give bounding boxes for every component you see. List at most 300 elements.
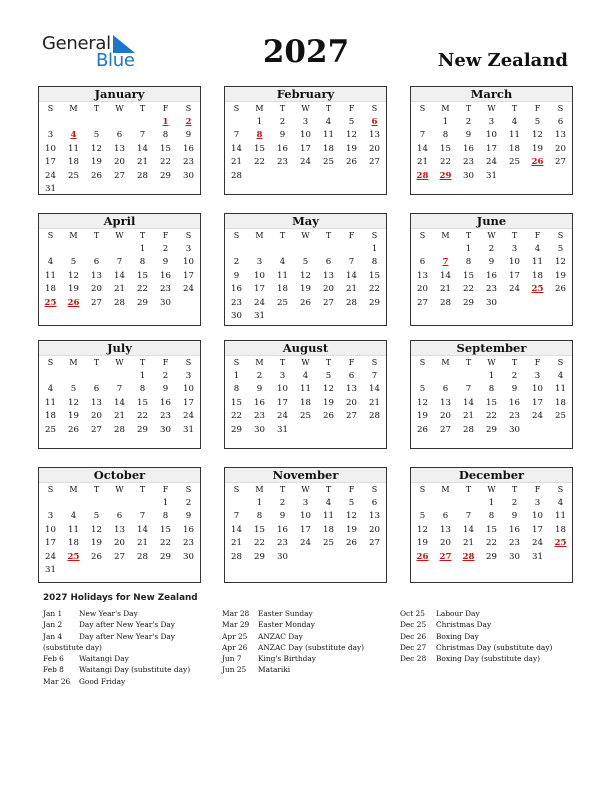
week-row xyxy=(225,410,386,424)
day-cell: 12 xyxy=(91,524,102,535)
day-cell: 7 xyxy=(465,384,472,394)
day-cell: 8 xyxy=(465,257,472,267)
day-cell: 12 xyxy=(532,130,543,140)
day-cell: 29 xyxy=(231,424,242,435)
day-cell xyxy=(457,370,480,384)
day-cell: 6 xyxy=(419,257,426,267)
day-cell: 6 xyxy=(442,384,449,394)
week-row xyxy=(39,129,200,143)
week-row xyxy=(225,370,386,384)
day-cell: 22 xyxy=(254,538,265,548)
day-cell xyxy=(411,116,434,130)
day-cell: 14 xyxy=(346,270,357,281)
day-cell: 28 xyxy=(114,424,125,435)
day-cell: 29 xyxy=(137,424,148,435)
day-cell: 27 xyxy=(91,424,102,435)
week-row xyxy=(225,283,386,297)
week-row xyxy=(39,256,200,270)
weekday-header: T xyxy=(139,231,146,240)
day-cell: 25 xyxy=(45,424,56,435)
day-cell: 17 xyxy=(509,270,520,281)
day-cell xyxy=(411,370,434,384)
day-cell: 5 xyxy=(557,243,564,254)
day-cell: 26 xyxy=(300,297,311,308)
holiday-date: Apr 25 xyxy=(222,631,248,641)
holiday-date: Feb 6 xyxy=(43,654,64,664)
day-cell xyxy=(108,564,131,578)
day-cell: 18 xyxy=(323,524,334,535)
logo-general-text: General xyxy=(42,33,111,54)
holiday-name: Labour Day xyxy=(436,609,480,618)
day-cell: 13 xyxy=(369,511,380,521)
day-cell: 28 xyxy=(440,297,451,308)
day-cell: 18 xyxy=(68,538,79,548)
day-cell: 28 xyxy=(346,297,357,308)
day-cell: 5 xyxy=(419,384,426,394)
week-row xyxy=(225,424,386,438)
day-cell: 1 xyxy=(371,243,378,254)
day-cell: 9 xyxy=(465,130,472,140)
weekday-header: T xyxy=(279,104,286,113)
day-cell xyxy=(85,370,108,384)
day-cell: 26 xyxy=(68,424,79,435)
day-cell: 27 xyxy=(114,170,125,181)
holiday-entry xyxy=(43,631,190,642)
day-cell: 4 xyxy=(325,497,332,508)
weekday-header: F xyxy=(348,231,355,240)
day-cell: 31 xyxy=(254,311,265,321)
day-cell: 30 xyxy=(183,551,194,562)
day-cell: 15 xyxy=(254,524,265,535)
week-row xyxy=(39,156,200,170)
weekday-header: F xyxy=(348,104,355,113)
day-cell: 3 xyxy=(185,370,192,381)
day-cell xyxy=(549,424,572,438)
day-cell xyxy=(108,183,131,197)
day-cell: 19 xyxy=(555,270,566,281)
month-title: February xyxy=(225,87,386,102)
day-cell: 28 xyxy=(369,411,380,421)
weekday-header: W xyxy=(487,358,496,367)
day-cell: 11 xyxy=(68,143,79,154)
day-cell: 14 xyxy=(231,524,242,535)
week-row xyxy=(411,170,572,184)
day-cell: 13 xyxy=(369,130,380,140)
day-cell: 3 xyxy=(534,370,541,381)
weekday-header: W xyxy=(301,231,310,240)
weekday-header-row xyxy=(39,483,200,497)
day-cell: 27 xyxy=(369,157,380,167)
day-cell xyxy=(85,497,108,511)
day-cell: 11 xyxy=(509,130,520,140)
weekday-header: T xyxy=(325,231,332,240)
day-cell: 30 xyxy=(160,424,171,435)
holiday-date: Dec 25 xyxy=(400,620,427,630)
day-cell: 18 xyxy=(555,524,566,535)
day-cell: 30 xyxy=(509,551,520,562)
week-row xyxy=(411,424,572,438)
holiday-entry xyxy=(222,608,364,619)
day-cell: 30 xyxy=(231,311,242,321)
day-cell: 16 xyxy=(183,524,194,535)
holiday-entry xyxy=(222,642,364,653)
day-cell: 21 xyxy=(137,538,148,548)
day-cell: 13 xyxy=(440,524,451,535)
day-cell: 2 xyxy=(488,243,495,254)
day-cell xyxy=(340,551,363,565)
day-cell: 18 xyxy=(277,284,288,294)
day-cell: 21 xyxy=(114,411,125,421)
day-cell: 7 xyxy=(233,511,240,521)
day-cell: 17 xyxy=(254,284,265,294)
week-row xyxy=(39,183,200,197)
week-row xyxy=(225,170,386,184)
day-cell xyxy=(62,370,85,384)
day-cell: 5 xyxy=(70,384,77,394)
weekday-header: S xyxy=(233,104,240,113)
day-cell: 3 xyxy=(302,497,309,508)
day-cell: 8 xyxy=(139,257,146,267)
day-cell: 8 xyxy=(488,384,495,394)
holiday-entry xyxy=(43,676,190,687)
day-cell: 16 xyxy=(183,143,194,154)
day-cell: 28 xyxy=(463,424,474,435)
day-cell xyxy=(340,310,363,324)
day-cell xyxy=(363,551,386,565)
holiday-name: Christmas Day xyxy=(436,620,492,630)
holiday-day-cell: 29 xyxy=(439,170,452,181)
holiday-name: Day after New Year's Day xyxy=(79,631,175,641)
day-cell: 21 xyxy=(114,284,125,294)
day-cell: 9 xyxy=(511,384,518,394)
week-row xyxy=(225,310,386,324)
week-row xyxy=(225,243,386,257)
day-cell: 23 xyxy=(254,411,265,421)
holidays-title: 2027 Holidays for New Zealand xyxy=(43,593,198,603)
day-cell: 13 xyxy=(417,270,428,281)
holiday-date: Feb 8 xyxy=(43,665,64,675)
day-cell: 28 xyxy=(114,297,125,308)
day-cell: 20 xyxy=(114,157,125,167)
holiday-day-cell: 4 xyxy=(70,130,77,140)
day-cell xyxy=(503,170,526,184)
day-cell: 21 xyxy=(417,157,428,167)
day-cell: 24 xyxy=(486,157,497,167)
weekday-header: M xyxy=(441,358,450,367)
day-cell xyxy=(271,170,294,184)
day-cell: 15 xyxy=(486,524,497,535)
week-row xyxy=(39,283,200,297)
day-cell: 13 xyxy=(114,143,125,154)
day-cell: 17 xyxy=(532,524,543,535)
weekday-header: F xyxy=(534,485,541,494)
week-row xyxy=(411,410,572,424)
month-june xyxy=(410,213,573,326)
weekday-header: F xyxy=(534,358,541,367)
day-cell: 19 xyxy=(346,524,357,535)
day-cell: 6 xyxy=(348,370,355,381)
day-cell xyxy=(62,116,85,130)
day-cell xyxy=(131,564,154,578)
month-title: September xyxy=(411,341,572,356)
day-cell: 25 xyxy=(68,170,79,181)
holiday-day-cell: 1 xyxy=(162,116,169,127)
day-cell xyxy=(108,116,131,130)
holiday-entry xyxy=(43,664,190,675)
weekday-header: S xyxy=(419,358,426,367)
day-cell: 27 xyxy=(417,297,428,308)
week-row xyxy=(225,524,386,538)
day-cell: 20 xyxy=(440,538,451,548)
day-cell: 7 xyxy=(371,370,378,381)
weekday-header: W xyxy=(487,104,496,113)
weekday-header: M xyxy=(69,358,78,367)
week-row xyxy=(39,424,200,438)
holiday-entry xyxy=(400,653,552,664)
month-title: July xyxy=(39,341,200,356)
day-cell xyxy=(39,370,62,384)
weekday-header-row xyxy=(39,229,200,243)
week-row xyxy=(39,564,200,578)
weekday-header: T xyxy=(139,485,146,494)
day-cell: 11 xyxy=(45,270,56,281)
day-cell xyxy=(434,370,457,384)
day-cell: 24 xyxy=(45,170,56,181)
month-july xyxy=(38,340,201,449)
day-cell: 6 xyxy=(442,511,449,521)
day-cell: 14 xyxy=(137,524,148,535)
day-cell: 31 xyxy=(277,424,288,435)
day-cell: 17 xyxy=(45,157,56,167)
day-cell: 29 xyxy=(160,170,171,181)
day-cell: 6 xyxy=(93,257,100,267)
week-row xyxy=(39,170,200,184)
day-cell xyxy=(434,497,457,511)
day-cell: 21 xyxy=(137,157,148,167)
day-cell xyxy=(317,243,340,257)
month-december xyxy=(410,467,573,583)
week-row xyxy=(411,537,572,551)
day-cell: 30 xyxy=(183,170,194,181)
weekday-header: M xyxy=(441,231,450,240)
day-cell: 2 xyxy=(279,116,286,127)
day-cell: 10 xyxy=(45,143,56,154)
weekday-header: F xyxy=(348,358,355,367)
day-cell: 13 xyxy=(440,397,451,408)
week-row xyxy=(411,156,572,170)
day-cell: 10 xyxy=(509,257,520,267)
day-cell xyxy=(340,243,363,257)
holiday-entry xyxy=(43,653,190,664)
day-cell: 3 xyxy=(47,130,54,140)
weekday-header: T xyxy=(465,231,472,240)
day-cell: 14 xyxy=(231,143,242,154)
day-cell: 12 xyxy=(417,397,428,408)
day-cell: 4 xyxy=(70,511,77,521)
weekday-header: M xyxy=(255,231,264,240)
day-cell: 9 xyxy=(279,511,286,521)
day-cell: 13 xyxy=(91,270,102,281)
day-cell: 16 xyxy=(509,524,520,535)
day-cell: 8 xyxy=(488,511,495,521)
weekday-header: F xyxy=(348,485,355,494)
day-cell xyxy=(177,564,200,578)
holiday-entry xyxy=(43,608,190,619)
month-february xyxy=(224,86,387,195)
day-cell: 10 xyxy=(300,511,311,521)
holiday-name: Boxing Day (substitute day) xyxy=(436,654,541,664)
holiday-entry xyxy=(222,631,364,642)
day-cell: 27 xyxy=(114,551,125,562)
day-cell xyxy=(85,564,108,578)
day-cell: 3 xyxy=(185,243,192,254)
day-cell: 28 xyxy=(137,170,148,181)
weekday-header: S xyxy=(557,104,564,113)
holiday-name: King's Birthday xyxy=(258,654,316,664)
day-cell: 20 xyxy=(91,284,102,294)
day-cell: 6 xyxy=(93,384,100,394)
week-row xyxy=(39,370,200,384)
day-cell: 6 xyxy=(557,116,564,127)
week-row xyxy=(39,243,200,257)
weekday-header: M xyxy=(69,231,78,240)
day-cell: 5 xyxy=(348,116,355,127)
holiday-date: Dec 26 xyxy=(400,631,427,641)
month-title: October xyxy=(39,468,200,483)
day-cell: 3 xyxy=(256,257,263,267)
day-cell: 23 xyxy=(183,538,194,548)
day-cell: 5 xyxy=(93,511,100,521)
holiday-date: Oct 25 xyxy=(400,609,425,618)
day-cell: 8 xyxy=(162,130,169,140)
day-cell xyxy=(340,424,363,438)
day-cell: 28 xyxy=(231,551,242,562)
day-cell: 13 xyxy=(555,130,566,140)
holiday-entry xyxy=(400,608,552,619)
day-cell xyxy=(317,310,340,324)
day-cell: 10 xyxy=(183,257,194,267)
holiday-day-cell: 25 xyxy=(67,551,80,562)
day-cell: 22 xyxy=(137,411,148,421)
weekday-header: S xyxy=(47,231,54,240)
day-cell: 19 xyxy=(346,143,357,154)
holiday-name: Matariki xyxy=(258,665,291,675)
day-cell: 4 xyxy=(534,243,541,254)
day-cell: 27 xyxy=(369,538,380,548)
weekday-header: T xyxy=(465,104,472,113)
day-cell xyxy=(39,243,62,257)
day-cell: 10 xyxy=(532,511,543,521)
day-cell: 6 xyxy=(325,257,332,267)
day-cell: 12 xyxy=(417,524,428,535)
day-cell: 28 xyxy=(231,170,242,181)
day-cell: 5 xyxy=(93,130,100,140)
day-cell: 23 xyxy=(277,157,288,167)
week-row xyxy=(411,383,572,397)
day-cell: 31 xyxy=(45,565,56,575)
day-cell: 30 xyxy=(486,297,497,308)
day-cell: 9 xyxy=(185,130,192,140)
day-cell: 8 xyxy=(139,384,146,394)
day-cell xyxy=(411,497,434,511)
week-row xyxy=(39,116,200,130)
day-cell: 24 xyxy=(254,297,265,308)
week-row xyxy=(411,116,572,130)
day-cell: 26 xyxy=(91,551,102,562)
day-cell: 4 xyxy=(47,384,54,394)
day-cell: 14 xyxy=(114,397,125,408)
day-cell xyxy=(248,243,271,257)
day-cell: 12 xyxy=(68,270,79,281)
day-cell: 26 xyxy=(346,538,357,548)
holiday-name: New Year's Day xyxy=(79,609,138,618)
day-cell: 1 xyxy=(139,370,146,381)
day-cell: 10 xyxy=(254,270,265,281)
day-cell: 20 xyxy=(417,284,428,294)
day-cell: 15 xyxy=(231,397,242,408)
day-cell: 14 xyxy=(440,270,451,281)
day-cell: 19 xyxy=(532,143,543,154)
weekday-header: T xyxy=(325,485,332,494)
day-cell: 19 xyxy=(91,157,102,167)
day-cell xyxy=(526,424,549,438)
day-cell xyxy=(225,116,248,130)
day-cell: 4 xyxy=(279,257,286,267)
day-cell xyxy=(294,170,317,184)
weekday-header: F xyxy=(534,231,541,240)
day-cell: 2 xyxy=(162,243,169,254)
weekday-header: S xyxy=(47,104,54,113)
weekday-header-row xyxy=(225,356,386,370)
weekday-header: T xyxy=(325,104,332,113)
day-cell: 11 xyxy=(277,270,288,281)
day-cell: 3 xyxy=(488,116,495,127)
day-cell: 25 xyxy=(509,157,520,167)
day-cell: 16 xyxy=(231,284,242,294)
weekday-header: W xyxy=(115,485,124,494)
holiday-column xyxy=(43,608,190,687)
day-cell xyxy=(85,183,108,197)
holiday-entry xyxy=(400,631,552,642)
day-cell: 22 xyxy=(254,157,265,167)
weekday-header-row xyxy=(225,229,386,243)
day-cell xyxy=(248,170,271,184)
day-cell: 11 xyxy=(555,384,566,394)
week-row xyxy=(39,410,200,424)
week-row xyxy=(39,297,200,311)
day-cell: 16 xyxy=(463,143,474,154)
day-cell: 26 xyxy=(555,284,566,294)
holiday-date: Jan 2 xyxy=(43,620,63,630)
day-cell: 6 xyxy=(116,130,123,140)
weekday-header: T xyxy=(139,358,146,367)
day-cell: 23 xyxy=(160,284,171,294)
week-row xyxy=(411,129,572,143)
day-cell: 13 xyxy=(114,524,125,535)
day-cell: 17 xyxy=(183,397,194,408)
day-cell: 4 xyxy=(47,257,54,267)
day-cell xyxy=(177,183,200,197)
day-cell: 19 xyxy=(323,397,334,408)
day-cell: 20 xyxy=(323,284,334,294)
day-cell: 7 xyxy=(116,384,123,394)
day-cell xyxy=(62,564,85,578)
weekday-header-row xyxy=(39,102,200,116)
day-cell: 11 xyxy=(323,511,334,521)
day-cell: 29 xyxy=(160,551,171,562)
weekday-header: S xyxy=(233,231,240,240)
holiday-day-cell: 28 xyxy=(416,170,429,181)
